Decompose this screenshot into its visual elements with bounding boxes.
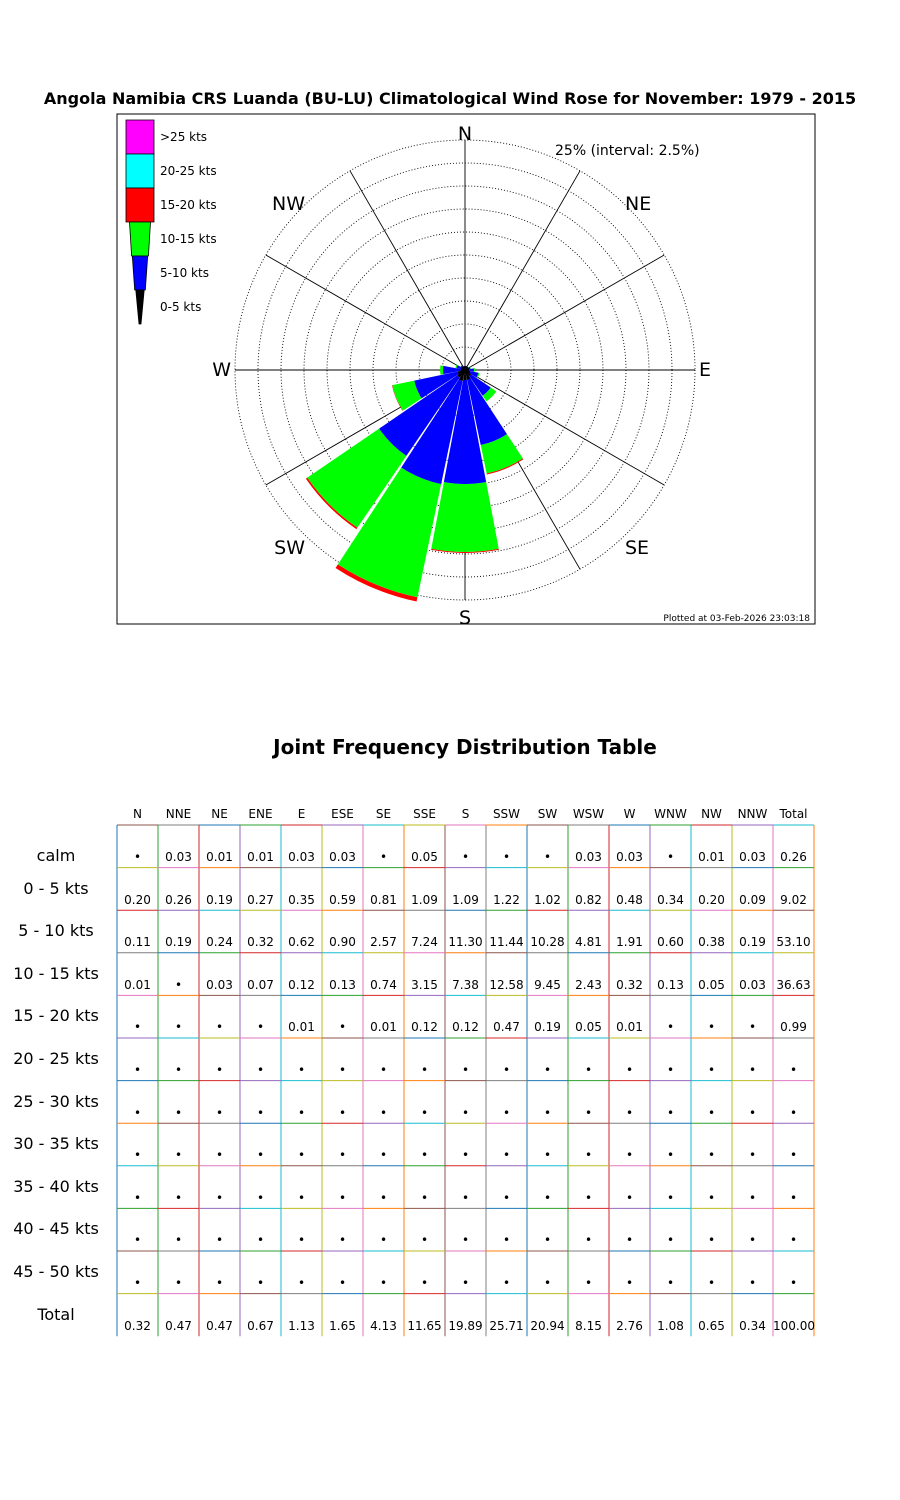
table-cell: 0.26 xyxy=(780,850,807,864)
table-cell: • xyxy=(502,1105,511,1120)
column-header-ssw: SSW xyxy=(492,807,521,821)
table-cell: • xyxy=(174,1105,183,1120)
table-cell: • xyxy=(256,1148,265,1163)
table-cell: 3.15 xyxy=(411,977,438,992)
table-cell: • xyxy=(297,1190,306,1205)
column-header-ese: ESE xyxy=(331,807,354,821)
row-header: 35 - 40 kts xyxy=(13,1176,99,1196)
column-header-nne: NNE xyxy=(165,807,192,821)
table-cell: • xyxy=(502,1063,511,1077)
legend-label-4: 5-10 kts xyxy=(160,266,209,280)
column-header-e: E xyxy=(297,807,306,821)
table-cell: • xyxy=(625,1105,634,1120)
table-cell: 0.01 xyxy=(370,1020,397,1035)
table-cell: • xyxy=(338,1190,347,1205)
table-cell: • xyxy=(748,1190,757,1205)
table-cell: • xyxy=(174,977,183,992)
table-cell: • xyxy=(215,1105,224,1120)
legend-label-2: 15-20 kts xyxy=(160,198,217,212)
table-cell: 7.38 xyxy=(452,977,479,992)
table-cell: • xyxy=(666,1233,675,1248)
table-cell: • xyxy=(584,1063,593,1077)
table-cell: • xyxy=(666,1063,675,1077)
table-cell: 0.19 xyxy=(739,935,766,950)
table-cell: • xyxy=(789,1148,798,1163)
compass-label-nw: NW xyxy=(272,193,305,215)
compass-label-n: N xyxy=(457,123,473,145)
row-header: 10 - 15 kts xyxy=(13,963,99,983)
table-cell: • xyxy=(461,1190,470,1205)
compass-label-w: W xyxy=(212,359,231,381)
table-cell: 0.90 xyxy=(329,935,356,950)
table-cell: 1.09 xyxy=(411,892,438,907)
table-cell: 0.34 xyxy=(739,1318,766,1333)
table-cell: 11.44 xyxy=(489,935,524,950)
table-cell: • xyxy=(461,1148,470,1163)
table-cell: 0.74 xyxy=(370,977,397,992)
table-cell: 2.57 xyxy=(370,935,397,950)
table-cell: 0.12 xyxy=(411,1020,438,1035)
table-cell: 100.00 xyxy=(773,1318,815,1333)
table-cell: 0.05 xyxy=(698,977,725,992)
table-cell: 1.02 xyxy=(534,892,561,907)
table-cell: • xyxy=(748,1020,757,1035)
table-cell: • xyxy=(133,1020,142,1035)
table-cell: • xyxy=(502,850,511,864)
table-cell: • xyxy=(625,1233,634,1248)
table-cell: • xyxy=(379,1190,388,1205)
table-cell: • xyxy=(707,1063,716,1077)
table-cell: • xyxy=(707,1148,716,1163)
row-header: 40 - 45 kts xyxy=(13,1219,99,1239)
row-header: 25 - 30 kts xyxy=(13,1091,99,1111)
table-cell: 0.59 xyxy=(329,892,356,907)
table-cell: • xyxy=(256,1105,265,1120)
compass-label-sw: SW xyxy=(274,537,305,559)
table-cell: • xyxy=(625,1190,634,1205)
table-cell: 0.81 xyxy=(370,892,397,907)
table-cell: 0.47 xyxy=(493,1020,520,1035)
table-cell: 0.20 xyxy=(698,892,725,907)
table-cell: • xyxy=(420,1190,429,1205)
table-cell: 1.22 xyxy=(493,892,520,907)
table-cell: 20.94 xyxy=(530,1318,565,1333)
table-cell: • xyxy=(133,1190,142,1205)
plot-timestamp: Plotted at 03-Feb-2026 23:03:18 xyxy=(663,614,810,624)
compass-label-se: SE xyxy=(625,537,650,559)
table-cell: • xyxy=(174,1276,183,1290)
table-cell: • xyxy=(297,1233,306,1248)
table-cell: • xyxy=(461,1105,470,1120)
table-cell: 10.28 xyxy=(530,935,565,950)
table-cell: 0.03 xyxy=(575,850,602,864)
table-cell: 0.03 xyxy=(739,977,766,992)
table-cell: 0.11 xyxy=(124,935,151,950)
table-cell: 0.24 xyxy=(206,935,233,950)
table-cell: • xyxy=(379,1233,388,1248)
table-cell: • xyxy=(256,1190,265,1205)
table-cell: 0.12 xyxy=(288,977,315,992)
table-cell: • xyxy=(789,1190,798,1205)
table-cell: 0.35 xyxy=(288,892,315,907)
table-cell: • xyxy=(666,1105,675,1120)
table-cell: • xyxy=(379,1276,388,1290)
table-cell: • xyxy=(379,1105,388,1120)
table-cell: 0.19 xyxy=(165,935,192,950)
table-cell: 25.71 xyxy=(489,1318,524,1333)
table-cell: 0.01 xyxy=(616,1020,643,1035)
table-cell: 0.12 xyxy=(452,1020,479,1035)
table-cell: 4.81 xyxy=(575,935,602,950)
column-header-nnw: NNW xyxy=(737,807,768,821)
table-cell: • xyxy=(625,1063,634,1077)
table-cell: • xyxy=(543,1063,552,1077)
legend-label-3: 10-15 kts xyxy=(160,232,217,246)
table-cell: • xyxy=(420,1276,429,1290)
table-cell: • xyxy=(584,1233,593,1248)
table-cell: • xyxy=(789,1276,798,1290)
table-cell: • xyxy=(748,1063,757,1077)
table-cell: 0.27 xyxy=(247,892,274,907)
table-cell: • xyxy=(748,1105,757,1120)
ring-scale-label: 25% (interval: 2.5%) xyxy=(555,143,700,159)
table-cell: 0.07 xyxy=(247,977,274,992)
table-cell: 0.13 xyxy=(329,977,356,992)
table-cell: • xyxy=(461,1276,470,1290)
table-cell: • xyxy=(338,1148,347,1163)
table-cell: • xyxy=(297,1276,306,1290)
table-cell: 0.03 xyxy=(616,850,643,864)
table-title: Joint Frequency Distribution Table xyxy=(273,735,657,759)
table-cell: 0.03 xyxy=(288,850,315,864)
table-cell: • xyxy=(215,1148,224,1163)
table-cell: • xyxy=(379,1063,388,1077)
table-cell: • xyxy=(543,1105,552,1120)
row-header: 5 - 10 kts xyxy=(18,921,94,941)
table-cell: 4.13 xyxy=(370,1318,397,1333)
table-cell: 0.05 xyxy=(411,850,438,864)
table-cell: • xyxy=(543,1276,552,1290)
table-cell: • xyxy=(420,1148,429,1163)
table-cell: 0.03 xyxy=(165,850,192,864)
table-cell: 53.10 xyxy=(776,935,811,950)
row-header: 20 - 25 kts xyxy=(13,1049,99,1068)
table-cell: • xyxy=(584,1190,593,1205)
table-cell: 11.30 xyxy=(448,935,483,950)
table-cell: • xyxy=(625,1148,634,1163)
table-cell: • xyxy=(789,1233,798,1248)
table-cell: • xyxy=(666,1276,675,1290)
table-cell: • xyxy=(543,1190,552,1205)
table-cell: • xyxy=(174,1190,183,1205)
table-cell: 12.58 xyxy=(489,977,524,992)
compass-label-ne: NE xyxy=(625,193,652,215)
table-cell: • xyxy=(297,1148,306,1163)
table-cell: 9.45 xyxy=(534,977,561,992)
table-cell: 0.32 xyxy=(616,977,643,992)
table-cell: • xyxy=(502,1190,511,1205)
column-header-s: S xyxy=(461,807,470,821)
table-cell: • xyxy=(338,1233,347,1248)
table-cell: • xyxy=(420,1105,429,1120)
table-cell: 0.67 xyxy=(247,1318,274,1333)
column-header-sse: SSE xyxy=(413,807,436,821)
table-cell: 0.34 xyxy=(657,892,684,907)
table-cell: • xyxy=(215,1233,224,1248)
table-cell: • xyxy=(133,1233,142,1248)
table-cell: • xyxy=(584,1148,593,1163)
table-cell: • xyxy=(584,1276,593,1290)
table-cell: • xyxy=(502,1148,511,1163)
table-cell: 1.65 xyxy=(329,1318,356,1333)
table-cell: 0.01 xyxy=(698,850,725,864)
table-cell: • xyxy=(133,850,142,864)
legend-label-0: >25 kts xyxy=(160,130,208,144)
table-cell: 0.03 xyxy=(329,850,356,864)
table-cell: • xyxy=(338,1020,347,1035)
table-cell: 2.76 xyxy=(616,1318,643,1333)
row-header: 30 - 35 kts xyxy=(13,1134,99,1154)
table-cell: 0.38 xyxy=(698,935,725,950)
table-cell: • xyxy=(297,1063,306,1077)
legend-label-1: 20-25 kts xyxy=(160,164,217,178)
table-cell: 1.91 xyxy=(616,935,643,950)
table-cell: • xyxy=(543,1148,552,1163)
table-cell: • xyxy=(215,1276,224,1290)
table-cell: • xyxy=(748,1276,757,1290)
table-cell: 0.13 xyxy=(657,977,684,992)
table-cell: • xyxy=(133,1148,142,1163)
table-cell: • xyxy=(215,1190,224,1205)
table-cell: 0.82 xyxy=(575,892,602,907)
table-cell: 7.24 xyxy=(411,935,438,950)
compass-label-s: S xyxy=(458,607,472,629)
table-cell: • xyxy=(174,1020,183,1035)
table-cell: • xyxy=(256,1276,265,1290)
table-cell: 9.02 xyxy=(780,892,807,907)
table-cell: 0.01 xyxy=(206,850,233,864)
table-cell: • xyxy=(625,1276,634,1290)
table-cell: • xyxy=(133,1063,142,1077)
table-cell: 0.26 xyxy=(165,892,192,907)
table-cell: 0.01 xyxy=(288,1020,315,1035)
table-cell: 2.43 xyxy=(575,977,602,992)
table-cell: 11.65 xyxy=(407,1318,442,1333)
table-cell: • xyxy=(174,1233,183,1248)
table-cell: • xyxy=(789,1063,798,1077)
table-cell: • xyxy=(666,1148,675,1163)
table-cell: 0.19 xyxy=(206,892,233,907)
table-cell: • xyxy=(133,1276,142,1290)
table-cell: 0.99 xyxy=(780,1020,807,1035)
legend-label-5: 0-5 kts xyxy=(160,300,202,314)
table-cell: • xyxy=(584,1105,593,1120)
table-cell: 0.60 xyxy=(657,935,684,950)
table-cell: • xyxy=(133,1105,142,1120)
table-cell: • xyxy=(256,1063,265,1077)
wind-rose-title: Angola Namibia CRS Luanda (BU-LU) Climatological Wind Rose for November: 1979 - 2015 xyxy=(43,89,857,108)
table-cell: • xyxy=(215,1063,224,1077)
row-header: 15 - 20 kts xyxy=(13,1006,99,1026)
table-cell: • xyxy=(707,1190,716,1205)
table-cell: 1.08 xyxy=(657,1318,684,1333)
table-cell: 0.47 xyxy=(165,1318,192,1333)
table-cell: • xyxy=(748,1148,757,1163)
table-cell: • xyxy=(748,1233,757,1248)
table-cell: 0.03 xyxy=(739,850,766,864)
table-cell: • xyxy=(707,1233,716,1248)
table-cell: 0.32 xyxy=(124,1318,151,1333)
table-cell: 0.65 xyxy=(698,1318,725,1333)
table-cell: 1.09 xyxy=(452,892,479,907)
table-cell: • xyxy=(338,1105,347,1120)
table-cell: • xyxy=(543,850,552,864)
table-cell: 0.48 xyxy=(616,892,643,907)
table-cell: • xyxy=(256,1233,265,1248)
table-cell: • xyxy=(174,1063,183,1077)
row-header: 0 - 5 kts xyxy=(23,878,89,898)
table-cell: 8.15 xyxy=(575,1318,602,1333)
table-cell: 0.01 xyxy=(247,850,274,864)
table-cell: 0.62 xyxy=(288,935,315,950)
table-cell: • xyxy=(420,1233,429,1248)
table-cell: • xyxy=(707,1276,716,1290)
column-header-w: W xyxy=(623,807,636,821)
table-cell: • xyxy=(338,1276,347,1290)
table-cell: • xyxy=(461,850,470,864)
column-header-total: Total xyxy=(779,807,808,821)
table-cell: • xyxy=(379,1148,388,1163)
table-cell: 0.09 xyxy=(739,892,766,907)
row-header: Total xyxy=(37,1304,75,1324)
table-cell: 0.05 xyxy=(575,1020,602,1035)
table-cell: 0.20 xyxy=(124,892,151,907)
table-cell: 0.03 xyxy=(206,977,233,992)
table-cell: • xyxy=(502,1233,511,1248)
table-cell: 0.47 xyxy=(206,1318,233,1333)
table-cell: 0.19 xyxy=(534,1020,561,1035)
column-header-sw: SW xyxy=(537,807,558,821)
table-cell: • xyxy=(461,1233,470,1248)
column-header-se: SE xyxy=(375,807,392,821)
table-cell: • xyxy=(174,1148,183,1163)
table-cell: • xyxy=(502,1276,511,1290)
table-cell: • xyxy=(666,1020,675,1035)
row-header: 45 - 50 kts xyxy=(13,1262,99,1281)
row-header: calm xyxy=(36,846,76,865)
table-cell: • xyxy=(461,1063,470,1077)
column-header-n: N xyxy=(133,807,142,821)
table-cell: • xyxy=(215,1020,224,1035)
table-cell: 19.89 xyxy=(448,1318,483,1333)
table-cell: 1.13 xyxy=(288,1318,315,1333)
table-cell: 36.63 xyxy=(776,977,811,992)
table-cell: • xyxy=(338,1063,347,1077)
table-cell: • xyxy=(256,1020,265,1035)
table-cell: • xyxy=(379,850,388,864)
table-cell: • xyxy=(707,1105,716,1120)
compass-label-e: E xyxy=(699,359,712,381)
table-cell: • xyxy=(543,1233,552,1248)
table-cell: 0.32 xyxy=(247,935,274,950)
column-header-ene: ENE xyxy=(248,807,273,821)
column-header-nw: NW xyxy=(701,807,722,821)
table-cell: • xyxy=(789,1105,798,1120)
column-header-wnw: WNW xyxy=(654,807,687,821)
column-header-ne: NE xyxy=(211,807,228,821)
column-header-wsw: WSW xyxy=(572,807,605,821)
table-cell: 0.01 xyxy=(124,977,151,992)
table-cell: • xyxy=(666,1190,675,1205)
table-cell: • xyxy=(707,1020,716,1035)
table-cell: • xyxy=(297,1105,306,1120)
table-cell: • xyxy=(666,850,675,864)
table-cell: • xyxy=(420,1063,429,1077)
